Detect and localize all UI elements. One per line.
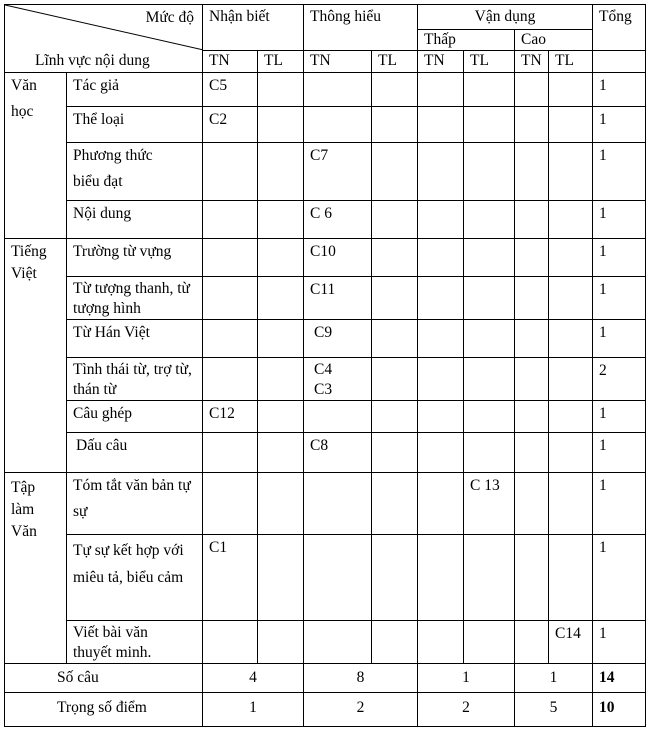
cell-nb-tn <box>203 143 258 201</box>
so-cau-th: 8 <box>304 664 418 693</box>
cell-vdc-tl <box>549 401 593 433</box>
trong-so-tong: 10 <box>593 693 646 727</box>
vdc-tn-header: TN <box>515 51 549 73</box>
row-label: Câu ghép <box>67 401 203 433</box>
row-label: Phương thức biểu đạt <box>67 143 203 201</box>
nb-tn-header: TN <box>203 51 258 73</box>
row-label: Nội dung <box>67 201 203 239</box>
row-label: Tự sự kết hợp với miêu tả, biểu cảm <box>67 535 203 621</box>
row-label: Tình thái từ, trợ từ, thán từ <box>67 358 203 401</box>
cell-vdc-tl <box>549 201 593 239</box>
vdc-tl-header: TL <box>549 51 593 73</box>
cell-vdt-tl <box>464 201 515 239</box>
tong-sub-header <box>593 51 646 73</box>
cell-th-tn: C4 C3 <box>304 358 372 401</box>
cell-nb-tn <box>203 277 258 320</box>
cell-nb-tn: C2 <box>203 107 258 143</box>
cell-th-tn: C7 <box>304 143 372 201</box>
cell-vdc-tl <box>549 473 593 535</box>
assessment-matrix-table <box>4 4 646 727</box>
cell-th-tn <box>304 107 372 143</box>
cell-tong: 1 <box>593 277 646 320</box>
cell-vdc-tl <box>549 358 593 401</box>
vdt-tl-header: TL <box>464 51 515 73</box>
cell-tong: 1 <box>593 73 646 107</box>
trong-so-label: Trọng số điểm <box>5 693 203 727</box>
cell-nb-tn <box>203 621 258 664</box>
group-tap-lam-van: Tập làm Văn <box>5 473 67 664</box>
cell-tong: 1 <box>593 239 646 277</box>
cell-vdc-tl: C14 <box>549 621 593 664</box>
cell-nb-tn: C5 <box>203 73 258 107</box>
cell-tong: 1 <box>593 535 646 621</box>
cell-vdt-tl <box>464 621 515 664</box>
cell-tong: 1 <box>593 143 646 201</box>
cell-vdt-tl <box>464 143 515 201</box>
cell-vdt-tl <box>464 433 515 473</box>
vdt-tn-header: TN <box>418 51 464 73</box>
linh-vuc-label: Lĩnh vực nội dung <box>35 52 150 69</box>
cell-th-tn <box>304 535 372 621</box>
muc-do-label: Mức độ <box>145 9 194 26</box>
cell-tong: 1 <box>593 401 646 433</box>
row-label: Thể loại <box>67 107 203 143</box>
cell-vdc-tl <box>549 73 593 107</box>
cell-vdc-tl <box>549 433 593 473</box>
group-van-hoc: Văn học <box>5 73 67 239</box>
cell-tong: 1 <box>593 621 646 664</box>
cell-nb-tn: C1 <box>203 535 258 621</box>
cell-th-tn: C8 <box>304 433 372 473</box>
so-cau-nb: 4 <box>203 664 304 693</box>
van-dung-header: Vận dụng <box>418 5 593 30</box>
cell-vdt-tl <box>464 239 515 277</box>
trong-so-nb: 1 <box>203 693 304 727</box>
cell-vdt-tl <box>464 107 515 143</box>
cell-vdt-tl <box>464 401 515 433</box>
thong-hieu-header: Thông hiểu <box>304 5 418 51</box>
cell-nb-tn <box>203 433 258 473</box>
cell-vdc-tl <box>549 277 593 320</box>
cell-nb-tn: C12 <box>203 401 258 433</box>
row-label: Dấu câu <box>67 433 203 473</box>
so-cau-vdt: 1 <box>418 664 515 693</box>
cell-vdc-tl <box>549 107 593 143</box>
trong-so-vdc: 5 <box>515 693 593 727</box>
cell-th-tn <box>304 73 372 107</box>
cell-th-tn <box>304 473 372 535</box>
cell-tong: 1 <box>593 320 646 358</box>
cell-vdc-tl <box>549 320 593 358</box>
cell-th-tn <box>304 401 372 433</box>
cell-vdt-tl: C 13 <box>464 473 515 535</box>
cell-tong: 2 <box>593 358 646 401</box>
tong-header: Tổng <box>593 5 646 51</box>
row-label: Tác giả <box>67 73 203 107</box>
so-cau-vdc: 1 <box>515 664 593 693</box>
cell-vdc-tl <box>549 535 593 621</box>
cao-header: Cao <box>515 30 593 51</box>
cell-nb-tn <box>203 320 258 358</box>
trong-so-th: 2 <box>304 693 418 727</box>
nhan-biet-header: Nhận biết <box>203 5 304 51</box>
row-label: Viết bài văn thuyết minh. <box>67 621 203 664</box>
group-tieng-viet: Tiếng Việt <box>5 239 67 473</box>
cell-th-tn: C10 <box>304 239 372 277</box>
cell-tong: 1 <box>593 201 646 239</box>
cell-th-tn: C 6 <box>304 201 372 239</box>
cell-tong: 1 <box>593 107 646 143</box>
cell-nb-tn <box>203 239 258 277</box>
cell-nb-tn <box>203 473 258 535</box>
row-label: Từ tượng thanh, từ tượng hình <box>67 277 203 320</box>
th-tl-header: TL <box>372 51 418 73</box>
cell-vdc-tl <box>549 239 593 277</box>
so-cau-tong: 14 <box>593 664 646 693</box>
row-label: Tóm tắt văn bản tự sự <box>67 473 203 535</box>
header-diagonal-cell <box>5 5 203 73</box>
cell-tong: 1 <box>593 433 646 473</box>
thap-header: Thấp <box>418 30 515 51</box>
th-tn-header: TN <box>304 51 372 73</box>
cell-vdt-tl <box>464 73 515 107</box>
cell-nb-tn <box>203 358 258 401</box>
cell-th-tn <box>304 621 372 664</box>
cell-vdc-tl <box>549 143 593 201</box>
row-label: Trường từ vựng <box>67 239 203 277</box>
cell-nb-tn <box>203 201 258 239</box>
cell-vdt-tl <box>464 320 515 358</box>
cell-vdt-tl <box>464 535 515 621</box>
so-cau-label: Số câu <box>5 664 203 693</box>
cell-tong: 1 <box>593 473 646 535</box>
row-label: Từ Hán Việt <box>67 320 203 358</box>
cell-vdt-tl <box>464 358 515 401</box>
cell-vdt-tl <box>464 277 515 320</box>
trong-so-vdt: 2 <box>418 693 515 727</box>
nb-tl-header: TL <box>258 51 304 73</box>
cell-th-tn: C9 <box>304 320 372 358</box>
cell-th-tn: C11 <box>304 277 372 320</box>
